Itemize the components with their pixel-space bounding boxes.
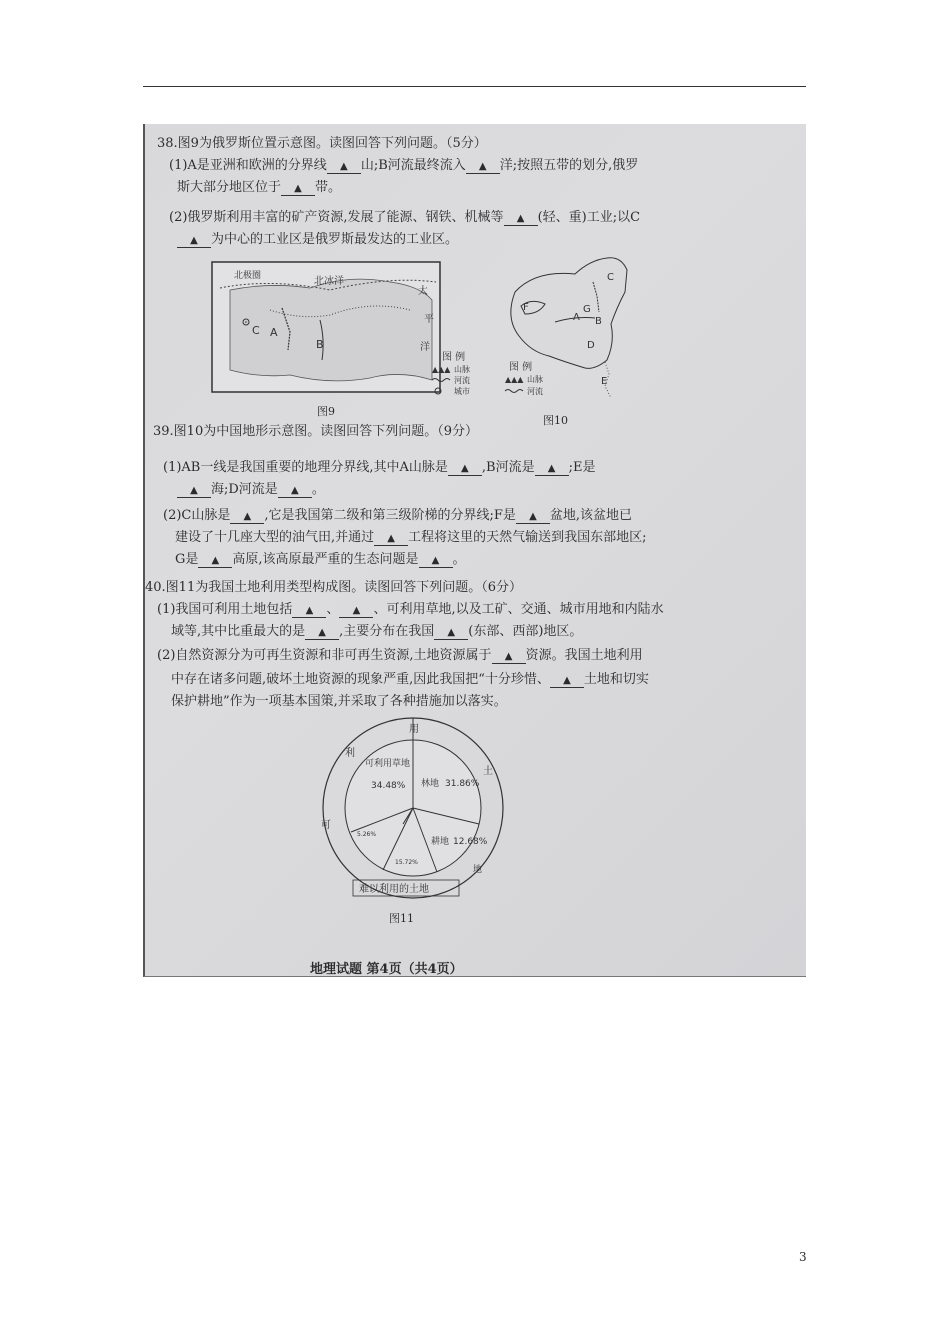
line-text: ,B河流是 — [481, 460, 535, 475]
question-line — [177, 228, 458, 248]
legend-city-9: 城市 — [454, 387, 470, 396]
scanned-exam-page — [143, 124, 806, 977]
line-text: 海;D河流是 — [211, 482, 278, 497]
label-arctic-circle: 北极圈 — [234, 271, 262, 281]
line-text: 高原,该高原最严重的生态问题是 — [232, 552, 419, 567]
line-text: (东部、西部)地区。 — [468, 624, 583, 639]
line-text: 。 — [452, 552, 466, 567]
label-G-10: G — [583, 304, 591, 315]
footer: 地理试题 第4页（共4页） — [310, 962, 463, 977]
line-text: 建设了十几座大型的油气田,并通过 — [175, 530, 375, 545]
ring-left-label: 利 — [345, 748, 355, 759]
svg-text:▲▲▲: ▲▲▲ — [505, 375, 524, 384]
line-text: 洋;按照五带的划分,俄罗 — [499, 158, 639, 173]
line-text: 域等,其中比重最大的是 — [171, 624, 306, 639]
label-B-10: B — [595, 316, 602, 327]
line-text: 资源。我国土地利用 — [525, 648, 643, 663]
question-line — [145, 576, 522, 595]
svg-text:▲▲▲: ▲▲▲ — [432, 365, 451, 374]
line-text: ,主要分布在我国 — [339, 624, 435, 639]
question-line — [171, 668, 649, 688]
answer-blank[interactable]: ▲ — [434, 626, 468, 640]
line-text: 、可利用草地,以及工矿、交通、城市用地和内陆水 — [373, 602, 664, 617]
top-rule — [143, 86, 806, 87]
question-line — [171, 620, 582, 640]
answer-blank[interactable]: ▲ — [448, 462, 482, 476]
question-line — [171, 690, 507, 709]
answer-blank[interactable]: ▲ — [504, 212, 538, 226]
line-text: (2)俄罗斯利用丰富的矿产资源,发展了能源、钢铁、机械等 — [169, 210, 504, 225]
label-pacific-2: 平 — [424, 314, 434, 325]
label-E-10: E — [601, 376, 608, 387]
line-text: 工程将这里的天然气输送到我国东部地区; — [408, 530, 647, 545]
line-text: (2)自然资源分为可再生资源和非可再生资源,土地资源属于 — [157, 648, 492, 663]
label-pacific-3: 洋 — [420, 342, 430, 353]
answer-blank[interactable]: ▲ — [492, 650, 526, 664]
label-C: C — [252, 324, 260, 337]
question-line — [177, 478, 325, 498]
line-text: 为中心的工业区是俄罗斯最发达的工业区。 — [211, 232, 459, 247]
question-line — [163, 504, 632, 524]
line-text: 带。 — [315, 180, 342, 195]
legend-mountain-9: 山脉 — [454, 365, 470, 374]
question-line — [175, 548, 466, 568]
answer-blank[interactable]: ▲ — [292, 604, 326, 618]
hard-land-label: 难以利用的土地 — [359, 884, 429, 895]
answer-blank[interactable]: ▲ — [278, 484, 312, 498]
line-text: 保护耕地”作为一项基本国策,并采取了各种措施加以落实。 — [171, 694, 507, 709]
answer-blank[interactable]: ▲ — [327, 160, 361, 174]
legend-title-10: 图 例 — [509, 362, 533, 373]
label-D-10: D — [587, 340, 595, 351]
line-text: G是 — [175, 552, 199, 567]
line-text: 。 — [311, 482, 325, 497]
answer-blank[interactable]: ▲ — [535, 462, 569, 476]
answer-blank[interactable]: ▲ — [339, 604, 373, 618]
question-line — [177, 176, 341, 196]
line-text: 39.图10为中国地形示意图。读图回答下列问题。（9分） — [153, 424, 478, 439]
figure-9-caption: 图9 — [317, 405, 335, 418]
ring-bottom-right-label: 地 — [473, 865, 483, 875]
answer-blank[interactable]: ▲ — [550, 674, 584, 688]
answer-blank[interactable]: ▲ — [177, 484, 211, 498]
figure-11-caption: 图11 — [389, 912, 414, 925]
figure-9-russia-map — [210, 260, 510, 410]
label-A-10: A — [573, 312, 580, 323]
question-line — [157, 598, 664, 618]
figure-10-china-map — [495, 252, 655, 422]
ring-right-label: 土 — [483, 766, 493, 777]
answer-blank[interactable]: ▲ — [305, 626, 339, 640]
ring-top-label: 用 — [409, 724, 419, 735]
figure-10-caption: 图10 — [543, 414, 568, 427]
legend-title-9: 图 例 — [442, 352, 466, 363]
line-text: 土地和切实 — [583, 672, 649, 687]
seg-cropland-label: 耕地 — [431, 837, 450, 847]
seg-urban-value: 5.26% — [357, 831, 377, 838]
line-text: 40.图11为我国土地利用类型构成图。读图回答下列问题。（6分） — [145, 580, 522, 595]
line-text: 、 — [326, 602, 340, 617]
seg-forest-value: 31.86% — [445, 779, 480, 789]
line-text: (轻、重)工业;以C — [537, 210, 641, 225]
seg-desert-value: 15.72% — [395, 859, 418, 866]
seg-cropland-value: 12.68% — [453, 837, 488, 847]
label-A: A — [270, 326, 278, 339]
answer-blank[interactable]: ▲ — [177, 234, 211, 248]
legend-mountain-10: 山脉 — [527, 375, 543, 384]
line-text: 38.图9为俄罗斯位置示意图。读图回答下列问题。（5分） — [157, 136, 487, 151]
line-text: 斯大部分地区位于 — [177, 180, 282, 195]
question-line — [163, 456, 595, 476]
answer-blank[interactable]: ▲ — [374, 532, 408, 546]
question-line — [157, 132, 487, 151]
label-F: F — [523, 302, 529, 313]
answer-blank[interactable]: ▲ — [230, 510, 264, 524]
question-line — [153, 420, 478, 439]
line-text: (1)我国可利用土地包括 — [157, 602, 293, 617]
label-pacific-1: 太 — [418, 286, 428, 297]
question-line — [157, 644, 643, 664]
seg-grass-value: 34.48% — [371, 781, 406, 791]
legend-river-9: 河流 — [454, 376, 470, 385]
line-text: 盆地,该盆地已 — [549, 508, 633, 523]
answer-blank[interactable]: ▲ — [466, 160, 500, 174]
line-text: (2)C山脉是 — [163, 508, 231, 523]
answer-blank[interactable]: ▲ — [198, 554, 232, 568]
line-text: ;E是 — [568, 460, 596, 475]
figure-11-land-use-pie — [313, 716, 513, 904]
ring-left2-label: 可 — [321, 820, 331, 831]
line-text: (1)A是亚洲和欧洲的分界线 — [169, 158, 327, 173]
question-line — [169, 154, 638, 174]
line-text: 山;B河流最终流入 — [360, 158, 466, 173]
seg-forest-label: 林地 — [421, 779, 440, 789]
answer-blank[interactable]: ▲ — [516, 510, 550, 524]
answer-blank[interactable]: ▲ — [419, 554, 453, 568]
label-arctic-ocean: 北冰洋 — [314, 276, 344, 287]
answer-blank[interactable]: ▲ — [281, 182, 315, 196]
line-text: (1)AB一线是我国重要的地理分界线,其中A山脉是 — [163, 460, 448, 475]
seg-grass-label: 可利用草地 — [365, 759, 411, 769]
legend-river-10: 河流 — [527, 387, 543, 396]
question-line — [169, 206, 640, 226]
line-text: 中存在诸多问题,破坏土地资源的现象严重,因此我国把“十分珍惜、 — [171, 672, 550, 687]
line-text: ,它是我国第二级和第三级阶梯的分界线;F是 — [264, 508, 516, 523]
label-C-10: C — [607, 272, 614, 283]
label-B: B — [316, 338, 324, 351]
question-line — [175, 526, 647, 546]
page-number: 3 — [799, 1250, 807, 1264]
